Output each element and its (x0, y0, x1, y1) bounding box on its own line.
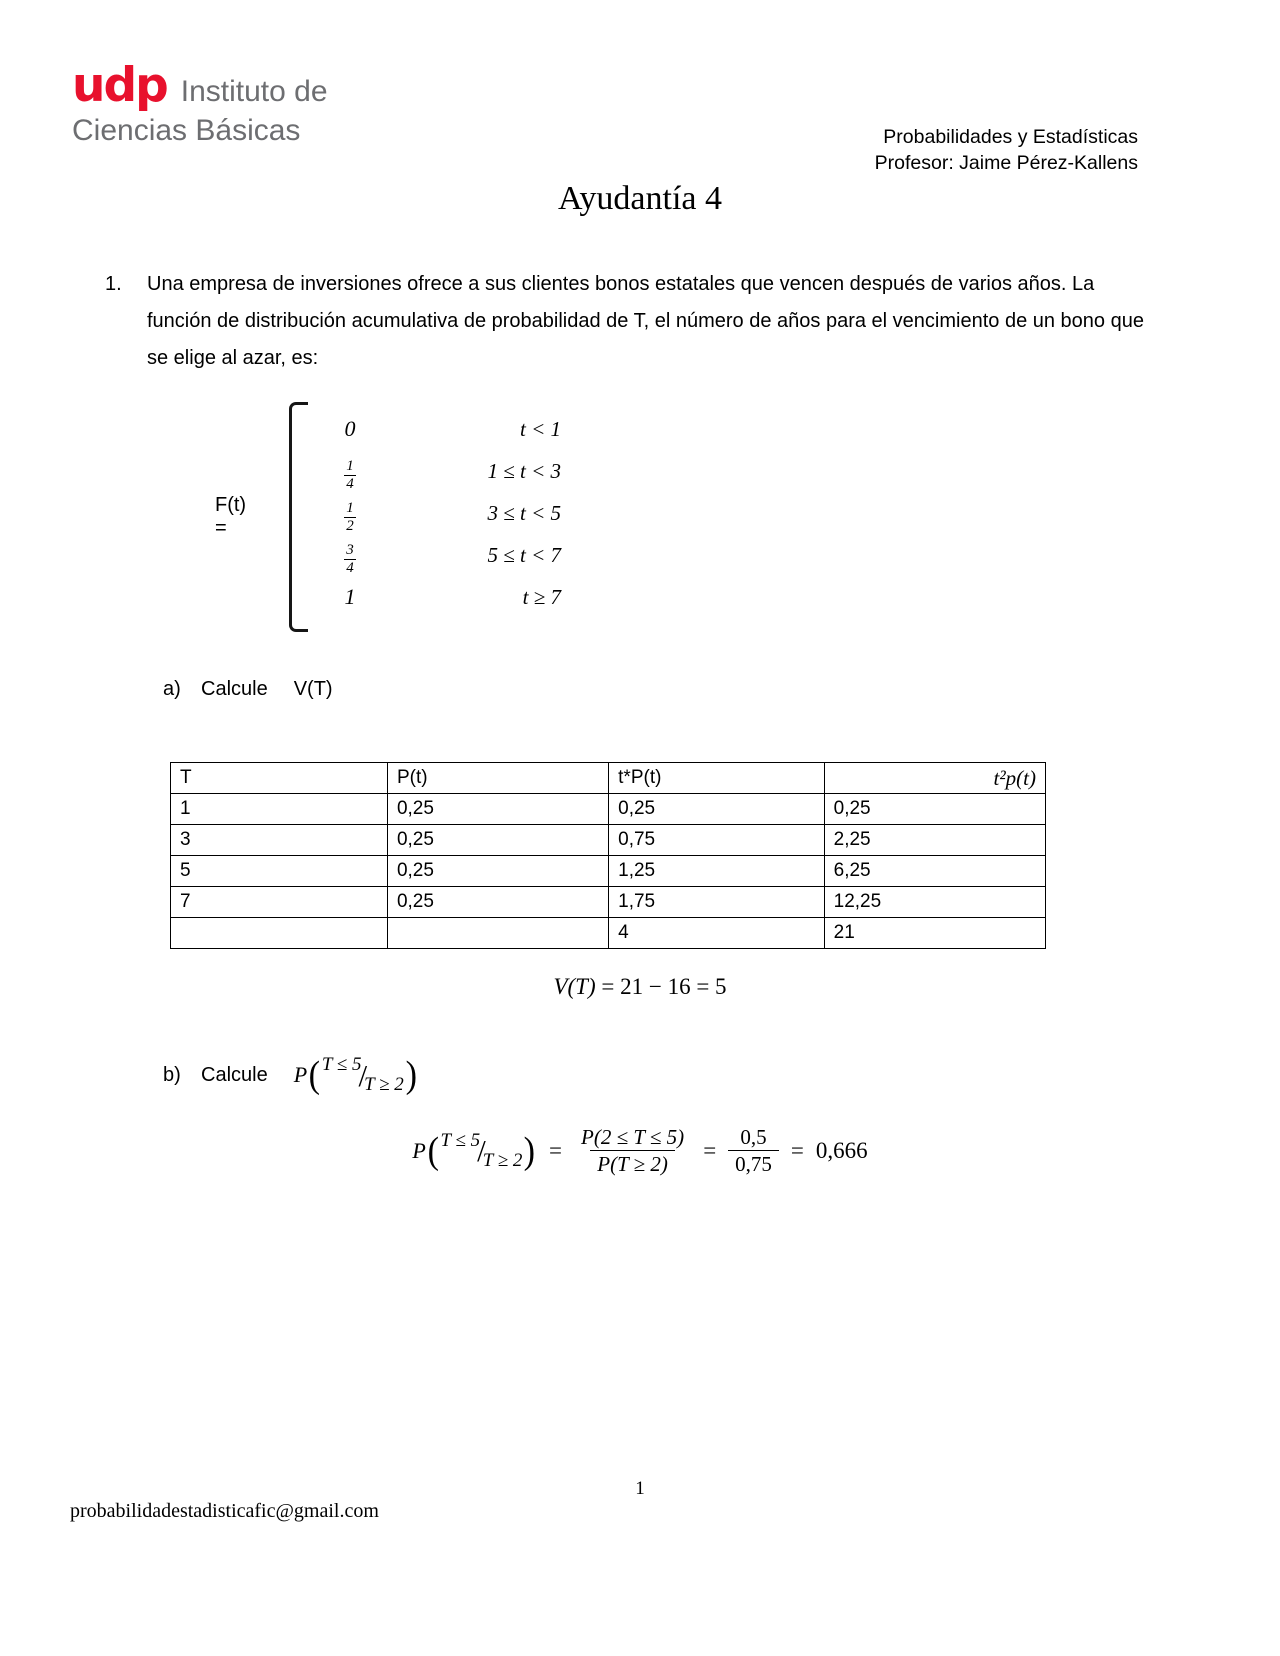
problem-1 (105, 266, 1145, 377)
part-a-verb: Calcule (201, 678, 268, 700)
prob-symbol: P (412, 1137, 426, 1163)
table-row (171, 825, 1046, 856)
table-row (171, 856, 1046, 887)
table-header-row (171, 763, 1046, 794)
fraction-denominator: P(T ≥ 2) (590, 1150, 675, 1177)
variance-table (170, 762, 1046, 949)
fraction (344, 542, 356, 577)
table-cell: 0,25 (387, 887, 608, 918)
equals-sign: = (703, 1137, 717, 1163)
fraction-numerator: 1 (346, 499, 354, 516)
fraction (344, 500, 356, 535)
table-cell: 0,75 (609, 825, 825, 856)
skew-slash: / (477, 1133, 486, 1169)
probability-fraction (574, 1124, 691, 1178)
part-b-verb: Calcule (201, 1063, 268, 1086)
table-cell: 6,25 (824, 856, 1045, 887)
equals-sign: = (549, 1137, 563, 1163)
table-cell: 0,25 (387, 794, 608, 825)
conditional-probability-expression (412, 1129, 537, 1172)
conditional-probability-expression (294, 1056, 419, 1094)
table-row (171, 794, 1046, 825)
table-cell: 5 (171, 856, 388, 887)
course-header (875, 124, 1138, 176)
numeric-fraction (728, 1124, 779, 1178)
fraction (344, 458, 356, 493)
table-cell: 0,25 (609, 794, 825, 825)
piecewise-value: 0 (344, 416, 356, 441)
course-name: Probabilidades y Estadísticas (883, 126, 1138, 148)
table-cell: 12,25 (824, 887, 1045, 918)
table-cell: 0,25 (824, 794, 1045, 825)
professor-name: Profesor: Jaime Pérez-Kallens (874, 152, 1138, 174)
right-paren: ) (524, 1129, 536, 1172)
left-bracket (289, 402, 308, 632)
table-cell: 0,25 (387, 856, 608, 887)
skew-fraction (321, 1054, 404, 1095)
piecewise-rows (311, 408, 561, 618)
equals-sign: = (790, 1137, 804, 1163)
left-paren: ( (308, 1054, 321, 1096)
piecewise-value (311, 492, 389, 535)
fraction-numerator: 0,5 (740, 1125, 767, 1149)
problem-number: 1. (105, 273, 122, 295)
piecewise-row (311, 408, 561, 450)
left-paren: ( (427, 1129, 439, 1172)
logo-institute-line2: Ciencias Básicas (72, 113, 301, 147)
page-title: Ayudantía 4 (557, 180, 722, 217)
table-cell: 2,25 (824, 825, 1045, 856)
piecewise-condition: 5 ≤ t < 7 (487, 542, 561, 567)
prob-symbol: P (293, 1062, 308, 1087)
piecewise-value (311, 450, 389, 493)
piecewise-value (311, 534, 389, 577)
variance-rhs: = 21 − 16 = 5 (601, 974, 727, 999)
skew-upper: T ≤ 5 (440, 1129, 481, 1151)
table-cell: 1,25 (609, 856, 825, 887)
column-header-tpt: t*P(t) (609, 763, 825, 794)
skew-lower: T ≥ 2 (482, 1149, 523, 1171)
table-cell (171, 918, 388, 949)
fraction-numerator: 3 (346, 541, 354, 558)
variance-lhs: V(T) (553, 974, 596, 999)
footer-email: probabilidadestadisticafic@gmail.com (70, 1500, 379, 1522)
table-row (171, 887, 1046, 918)
skew-lower: T ≥ 2 (364, 1074, 404, 1095)
column-header-t: T (171, 763, 388, 794)
skew-upper: T ≤ 5 (321, 1054, 362, 1075)
table-cell: 1 (171, 794, 388, 825)
udp-logo (72, 58, 328, 148)
piecewise-condition: 1 ≤ t < 3 (487, 458, 561, 483)
fraction-numerator: P(2 ≤ T ≤ 5) (581, 1125, 685, 1149)
problem-statement: Una empresa de inversiones ofrece a sus clientes bonos estatales que vencen después de varios años. La función de distribución acumulativa de probabilidad de T, el número de años para el vencimiento de un bono que se elige al azar, es: (147, 273, 1144, 369)
piecewise-value: 1 (344, 584, 356, 609)
table-cell: 0,25 (387, 825, 608, 856)
table-cell: 7 (171, 887, 388, 918)
skew-slash: / (358, 1057, 368, 1093)
table-cell: 3 (171, 825, 388, 856)
page-number: 1 (635, 1478, 645, 1499)
fraction-denominator: 2 (346, 517, 354, 534)
piecewise-row (311, 450, 561, 492)
fraction-numerator: 1 (346, 457, 354, 474)
right-paren: ) (405, 1054, 417, 1096)
table-cell: 1,75 (609, 887, 825, 918)
piecewise-row (311, 576, 561, 618)
part-a-expression: V(T) (293, 678, 333, 700)
column-header-pt: P(t) (387, 763, 608, 794)
logo-institute-line1: Instituto de (180, 75, 328, 108)
fraction-denominator: 0,75 (728, 1150, 779, 1177)
table-cell: 4 (609, 918, 825, 949)
equation-result: 0,666 (815, 1137, 868, 1163)
column-header-t2pt: t²p(t) (824, 763, 1045, 794)
part-a-label: a) (163, 678, 181, 700)
piecewise-row (311, 534, 561, 576)
piecewise-condition: t ≥ 7 (522, 584, 561, 609)
table-totals-row (171, 918, 1046, 949)
part-b-label: b) (163, 1063, 181, 1086)
piecewise-row (311, 492, 561, 534)
fraction-denominator: 4 (346, 475, 354, 492)
part-a-heading (163, 678, 333, 701)
part-b-equation (0, 1124, 1280, 1178)
function-label: F(t) = (215, 494, 247, 539)
fraction-denominator: 4 (346, 559, 354, 576)
table-cell (387, 918, 608, 949)
piecewise-condition: t < 1 (519, 416, 561, 441)
skew-fraction (440, 1129, 523, 1171)
part-b-heading (163, 1056, 418, 1094)
udp-logo-mark: udp (72, 58, 167, 113)
table-cell: 21 (824, 918, 1045, 949)
variance-result (0, 974, 1280, 1000)
piecewise-condition: 3 ≤ t < 5 (487, 500, 561, 525)
